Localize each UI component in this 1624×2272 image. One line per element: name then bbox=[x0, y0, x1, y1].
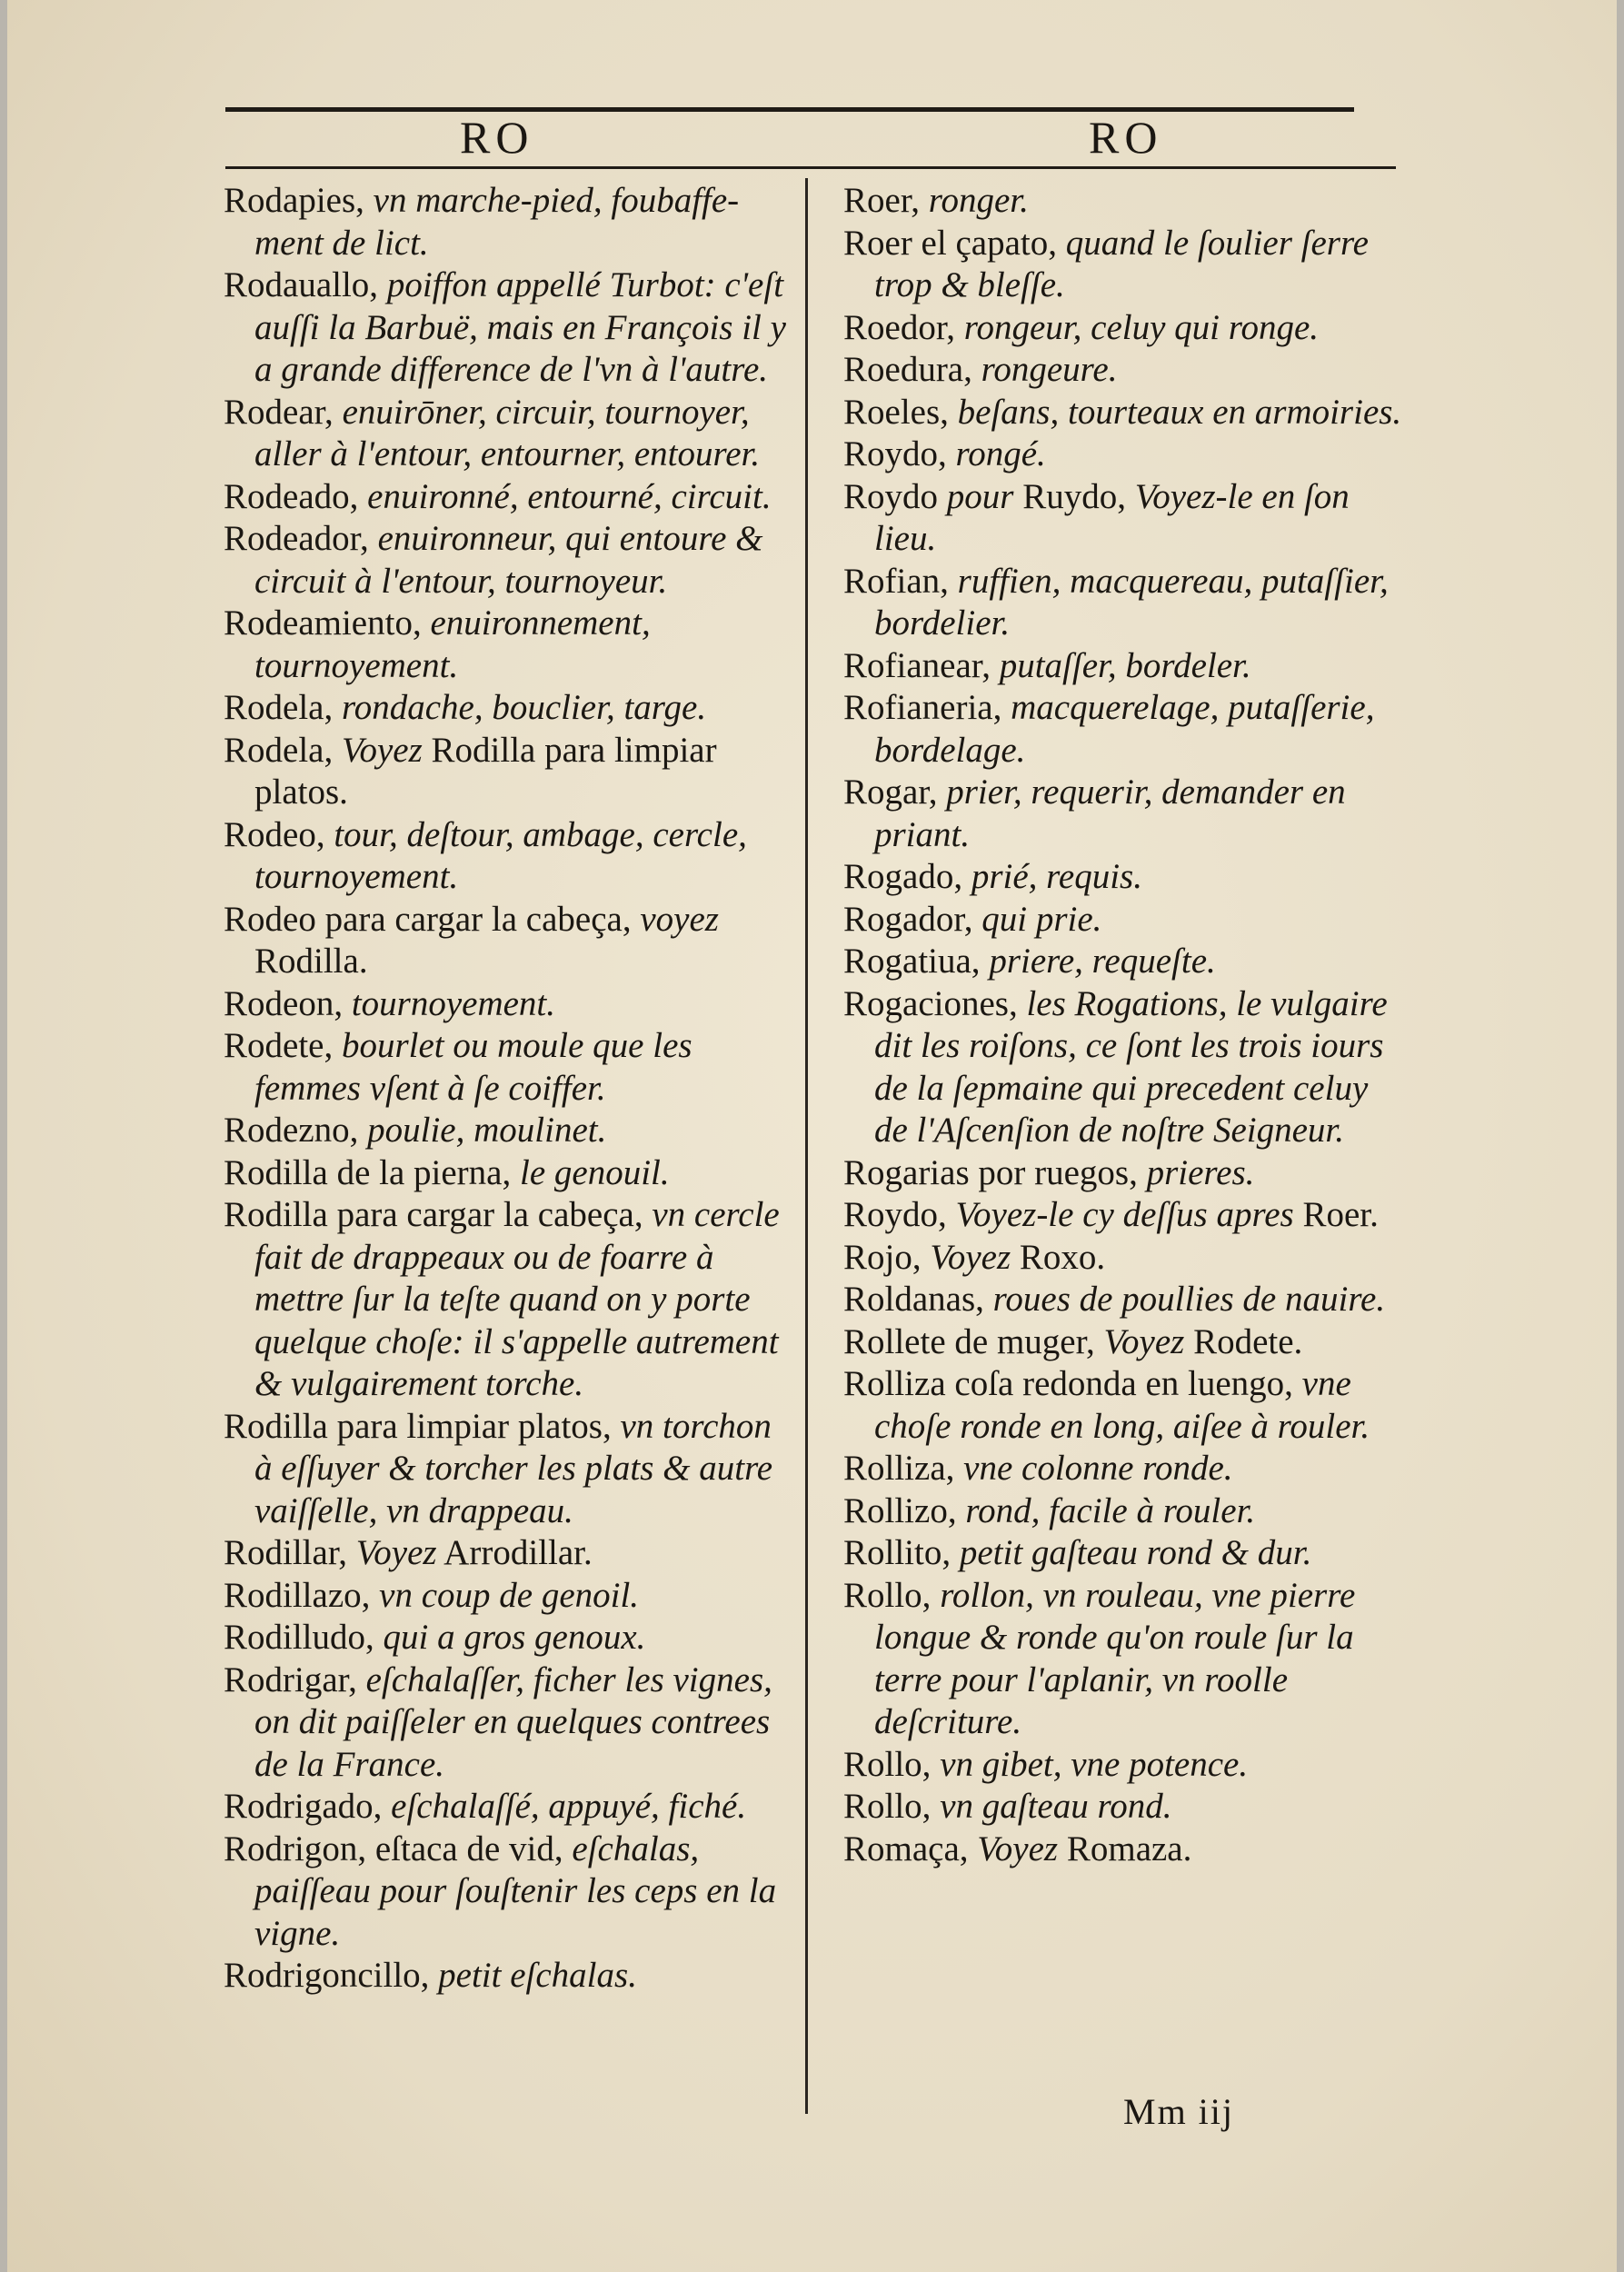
entry-definition: roues de poullies de nauire. bbox=[983, 1280, 1386, 1319]
dictionary-entry bbox=[843, 1490, 1407, 1533]
entry-definition: prié, requis. bbox=[962, 857, 1142, 896]
entry-definition: Voyez bbox=[921, 1237, 1011, 1277]
entry-definition: tournoyement. bbox=[343, 983, 556, 1023]
entry-definition: Voyez-le en ſon lieu. bbox=[874, 476, 1350, 558]
entry-definition: rond, facile à rouler. bbox=[956, 1490, 1256, 1530]
entry-definition: poulie, moulinet. bbox=[358, 1111, 607, 1150]
dictionary-entry bbox=[224, 730, 787, 814]
dictionary-entry bbox=[224, 180, 787, 264]
dictionary-entry bbox=[224, 1659, 787, 1787]
dictionary-entry bbox=[224, 899, 787, 983]
dictionary-entry bbox=[843, 941, 1407, 983]
dictionary-entry bbox=[224, 1617, 787, 1659]
entry-definition: rongeure. bbox=[971, 350, 1118, 389]
dictionary-entry bbox=[224, 392, 787, 476]
dictionary-entry bbox=[843, 223, 1407, 307]
entry-definition: bourlet ou moule que les femmes vſent à ſe coiffer. bbox=[254, 1026, 692, 1108]
entry-headword: Roedor, bbox=[843, 307, 955, 347]
entry-definition: eſchalaſſer, ficher les vignes, on dit paiſſeler en quelques contrees de la France. bbox=[254, 1659, 772, 1784]
entry-definition: priere, requeſte. bbox=[980, 942, 1216, 981]
entry-definition: petit eſchalas. bbox=[429, 1956, 637, 1995]
entry-headword: Roydo, bbox=[843, 434, 947, 473]
dictionary-entry bbox=[843, 1152, 1407, 1195]
entry-headword: Roer, bbox=[843, 181, 920, 220]
entry-headword: Roer el çapato, bbox=[843, 223, 1057, 263]
dictionary-entry bbox=[843, 1744, 1407, 1787]
dictionary-entry bbox=[224, 476, 787, 519]
dictionary-entry bbox=[224, 1194, 787, 1406]
entry-headword: Rollizo, bbox=[843, 1490, 957, 1530]
entry-headword: Rodilla. bbox=[254, 942, 368, 981]
dictionary-entry bbox=[843, 772, 1407, 856]
entry-definition: putaſſer, bordeler. bbox=[990, 645, 1251, 685]
entry-definition: vne choſe ronde en long, aiſee à rouler. bbox=[874, 1364, 1370, 1446]
dictionary-entry bbox=[224, 1025, 787, 1110]
dictionary-column-right bbox=[843, 180, 1407, 1870]
dictionary-entry bbox=[224, 264, 787, 392]
entry-headword: Rodrigoncillo, bbox=[224, 1956, 430, 1995]
header-rule-top bbox=[225, 107, 1354, 112]
dictionary-entry bbox=[843, 476, 1407, 561]
entry-headword: Rogatiua, bbox=[843, 942, 981, 981]
entry-definition: Voyez bbox=[347, 1533, 437, 1572]
entry-definition: tour, deſtour, ambage, cercle, tournoyement. bbox=[254, 814, 747, 896]
entry-definition: eſchalaſſé, appuyé, fiché. bbox=[382, 1787, 747, 1826]
dictionary-entry bbox=[224, 1575, 787, 1618]
dictionary-entry bbox=[843, 392, 1407, 434]
entry-headword: Roydo bbox=[843, 476, 939, 516]
entry-definition: vne colonne ronde. bbox=[954, 1449, 1233, 1488]
entry-definition: le genouil. bbox=[511, 1152, 670, 1192]
entry-headword: Rodrigon, eſtaca de vid, bbox=[224, 1829, 563, 1868]
entry-headword: Rodillazo, bbox=[224, 1575, 371, 1615]
entry-headword: Rolliza coſa redonda en luengo, bbox=[843, 1364, 1293, 1403]
entry-headword: Rofian, bbox=[843, 561, 949, 601]
entry-headword: Rodezno, bbox=[224, 1111, 359, 1150]
entry-definition: beſans, tourteaux en armoiries. bbox=[948, 392, 1402, 432]
entry-headword: Rogarias por ruegos, bbox=[843, 1152, 1138, 1192]
entry-headword: Rogado, bbox=[843, 857, 963, 896]
entry-headword: Rodela, bbox=[224, 688, 334, 727]
entry-definition: macquerelage, putaſſerie, bordelage. bbox=[874, 688, 1375, 770]
entry-definition: pour bbox=[938, 476, 1014, 516]
entry-headword: Rollete de muger, bbox=[843, 1321, 1095, 1361]
entry-headword: Rodilla para cargar la cabeça, bbox=[224, 1195, 643, 1234]
entry-definition: enuironneur, qui entoure & circuit à l'entour, tournoyeur. bbox=[254, 519, 763, 601]
entry-headword: Rodilla para limpiar platos. bbox=[254, 730, 717, 812]
dictionary-entry bbox=[843, 1279, 1407, 1321]
entry-headword: Rodilla para limpiar platos, bbox=[224, 1406, 612, 1446]
entry-headword: Romaza. bbox=[1058, 1829, 1192, 1868]
entry-definition: prieres. bbox=[1137, 1152, 1255, 1192]
entry-definition: vn coup de genoil. bbox=[370, 1575, 640, 1615]
entry-definition: les Rogations, le vulgaire dit les roiſons, ce ſont les trois iours de la ſepmaine qui precedent celuy de l'Aſcenſion de noſtre Seigneur. bbox=[874, 983, 1388, 1150]
running-head-right: RO bbox=[1089, 112, 1163, 163]
entry-headword: Ruydo, bbox=[1013, 476, 1126, 516]
folio-signature: Mm iij bbox=[1123, 2091, 1235, 2132]
dictionary-entry bbox=[224, 1829, 787, 1956]
column-divider bbox=[805, 178, 808, 2114]
entry-definition: vn gaſteau rond. bbox=[931, 1787, 1172, 1826]
entry-headword: Roxo. bbox=[1011, 1237, 1106, 1277]
dictionary-entry bbox=[843, 645, 1407, 688]
entry-headword: Roeles, bbox=[843, 392, 949, 432]
entry-headword: Rodeamiento, bbox=[224, 603, 422, 643]
entry-headword: Rodilla de la pierna, bbox=[224, 1152, 512, 1192]
dictionary-column-left bbox=[224, 180, 787, 1998]
dictionary-entry bbox=[843, 856, 1407, 899]
entry-definition: rongeur, celuy qui ronge. bbox=[955, 307, 1320, 347]
dictionary-entry bbox=[224, 518, 787, 603]
entry-definition: ronger. bbox=[920, 181, 1029, 220]
entry-headword: Rogar, bbox=[843, 772, 938, 812]
entry-definition: rollon, vn rouleau, vne pierre longue & ronde qu'on roule ſur la terre pour l'aplanir, vn roolle deſcriture. bbox=[874, 1575, 1356, 1741]
entry-headword: Rodeon, bbox=[224, 983, 344, 1023]
dictionary-entry bbox=[843, 1363, 1407, 1448]
entry-headword: Rojo, bbox=[843, 1237, 922, 1277]
entry-headword: Rodilludo, bbox=[224, 1618, 374, 1657]
entry-headword: Rollo, bbox=[843, 1787, 932, 1826]
entry-definition: Voyez bbox=[333, 730, 423, 770]
dictionary-entry bbox=[843, 349, 1407, 392]
entry-headword: Rodeado, bbox=[224, 476, 359, 516]
entry-definition: enuirōner, circuir, tournoyer, aller à l'entour, entourner, entourer. bbox=[254, 392, 761, 473]
dictionary-entry bbox=[843, 1237, 1407, 1280]
entry-definition: qui a gros genoux. bbox=[374, 1618, 646, 1657]
dictionary-entry bbox=[224, 1152, 787, 1195]
dictionary-entry bbox=[843, 307, 1407, 350]
dictionary-entry bbox=[843, 561, 1407, 645]
entry-definition: vn gibet, vne potence. bbox=[931, 1744, 1249, 1784]
entry-headword: Rodeo, bbox=[224, 814, 325, 854]
entry-headword: Rollo, bbox=[843, 1575, 932, 1615]
entry-definition: eſchalas, paiſſeau pour ſouſtenir les ceps en la vigne. bbox=[254, 1829, 777, 1953]
dictionary-entry bbox=[843, 899, 1407, 942]
entry-headword: Rollo, bbox=[843, 1744, 932, 1784]
entry-headword: Arrodillar. bbox=[436, 1533, 593, 1572]
dictionary-entry bbox=[843, 1194, 1407, 1237]
entry-headword: Rodillar, bbox=[224, 1533, 348, 1572]
dictionary-entry bbox=[843, 1829, 1407, 1871]
entry-headword: Rodela, bbox=[224, 730, 334, 770]
entry-headword: Rollito, bbox=[843, 1533, 951, 1572]
dictionary-entry bbox=[224, 1955, 787, 1998]
entry-headword: Rofianear, bbox=[843, 645, 991, 685]
dictionary-entry bbox=[843, 1321, 1407, 1364]
entry-definition: prier, requerir, demander en priant. bbox=[874, 772, 1346, 854]
dictionary-entry bbox=[224, 687, 787, 730]
entry-definition: enuironné, entourné, circuit. bbox=[358, 476, 772, 516]
entry-headword: Rodete. bbox=[1184, 1321, 1303, 1361]
entry-headword: Rodrigar, bbox=[224, 1659, 357, 1699]
dictionary-entry bbox=[843, 180, 1407, 223]
entry-headword: Rodeo para cargar la cabeça, bbox=[224, 899, 632, 939]
entry-headword: Rodapies, bbox=[224, 181, 364, 220]
entry-definition: Voyez-le cy deſſus apres bbox=[946, 1195, 1294, 1234]
entry-definition: Voyez bbox=[968, 1829, 1059, 1868]
dictionary-entry bbox=[224, 1110, 787, 1152]
entry-headword: Rolliza, bbox=[843, 1449, 955, 1488]
dictionary-entry bbox=[843, 1786, 1407, 1829]
entry-definition: enuironnement, tournoyement. bbox=[254, 603, 651, 685]
dictionary-entry bbox=[224, 1532, 787, 1575]
entry-headword: Rodeador, bbox=[224, 519, 369, 558]
dictionary-entry bbox=[224, 1786, 787, 1829]
entry-definition: rongé. bbox=[946, 434, 1046, 473]
dictionary-entry bbox=[224, 814, 787, 899]
entry-definition: voyez bbox=[631, 899, 719, 939]
dictionary-entry bbox=[843, 1448, 1407, 1490]
entry-headword: Rodrigado, bbox=[224, 1787, 383, 1826]
dictionary-entry bbox=[224, 1406, 787, 1533]
book-page bbox=[7, 0, 1617, 2272]
entry-definition: vn cercle fait de drappeaux ou de foarre à mettre ſur la teſte quand on y porte quelque choſe: il s'appelle autrement & vulgairement torche. bbox=[254, 1195, 780, 1403]
entry-definition: quand le ſoulier ſerre trop & bleſſe. bbox=[874, 223, 1369, 304]
entry-definition: Voyez bbox=[1094, 1321, 1185, 1361]
header-rule-bottom bbox=[225, 166, 1396, 169]
dictionary-entry bbox=[843, 433, 1407, 476]
entry-headword: Rodear, bbox=[224, 392, 334, 432]
entry-definition: ruffien, macquereau, putaſſier, bordelier. bbox=[874, 561, 1389, 643]
dictionary-entry bbox=[843, 1575, 1407, 1744]
entry-headword: Rodete, bbox=[224, 1026, 334, 1065]
entry-headword: Rodauallo, bbox=[224, 265, 379, 304]
running-head-left: RO bbox=[460, 112, 534, 163]
entry-headword: Rogador, bbox=[843, 899, 973, 939]
entry-headword: Rogaciones, bbox=[843, 983, 1018, 1023]
entry-headword: Rofianeria, bbox=[843, 688, 1002, 727]
entry-definition: rondache, bouclier, targe. bbox=[333, 688, 707, 727]
entry-definition: vn torchon à eſſuyer & torcher les plats & autre vaiſſelle, vn drappeau. bbox=[254, 1406, 773, 1530]
entry-definition: petit gaſteau rond & dur. bbox=[951, 1533, 1312, 1572]
dictionary-entry bbox=[224, 603, 787, 687]
entry-headword: Romaça, bbox=[843, 1829, 969, 1868]
entry-definition: qui prie. bbox=[972, 899, 1102, 939]
entry-definition: vn marche-pied, foubaffe-ment de lict. bbox=[254, 181, 740, 263]
dictionary-entry bbox=[843, 983, 1407, 1152]
dictionary-entry bbox=[843, 687, 1407, 772]
entry-headword: Roedura, bbox=[843, 350, 972, 389]
entry-headword: Roer. bbox=[1293, 1195, 1379, 1234]
entry-headword: Roydo, bbox=[843, 1195, 947, 1234]
dictionary-entry bbox=[224, 983, 787, 1026]
entry-headword: Roldanas, bbox=[843, 1280, 984, 1319]
entry-definition: poiffon appellé Turbot: c'eſt auſſi la Barbuë, mais en François il y a grande difference de l'vn à l'autre. bbox=[254, 265, 786, 389]
dictionary-entry bbox=[843, 1532, 1407, 1575]
